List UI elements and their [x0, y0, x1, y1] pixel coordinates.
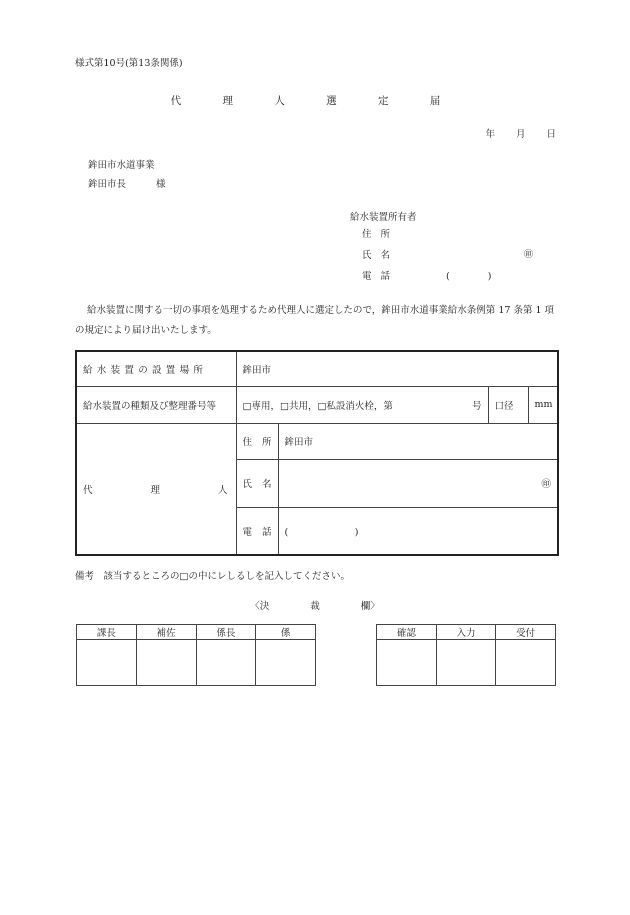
diameter-label: 口径	[488, 386, 528, 423]
water-supply-form-table	[75, 350, 559, 556]
addressee-organization: 鉾田市水道事業	[88, 160, 155, 171]
approval-header-subsection-chief: 係長	[196, 625, 256, 640]
type-number-suffix: 号	[471, 400, 482, 412]
approval-stamp-box[interactable]	[377, 640, 437, 686]
approval-header-input: 入力	[436, 625, 496, 640]
owner-address-label: 住 所	[362, 229, 391, 240]
approval-stamp-box[interactable]	[436, 640, 496, 686]
agent-name-label: 氏 名	[242, 479, 272, 490]
agent-phone-label: 電 話	[242, 526, 272, 538]
location-value[interactable]: 鉾田市	[236, 351, 558, 386]
location-label: 給水装置の設置場所	[76, 351, 236, 386]
agent-phone-paren: ( )	[284, 526, 359, 538]
agent-seal-mark: ㊞	[541, 479, 552, 490]
agent-phone-label-cell	[236, 507, 278, 555]
approval-header-received: 受付	[496, 625, 556, 640]
approval-header-confirm: 確認	[377, 625, 437, 640]
addressee-title: 鉾田市長	[88, 179, 127, 190]
approval-heading: 〈決 裁 欄〉	[250, 601, 380, 612]
remarks-note: 備考 該当するところの□の中にレしるしを記入してください。	[75, 571, 350, 582]
agent-name-field[interactable]	[278, 459, 558, 507]
approval-table-right	[376, 624, 556, 686]
agent-name-label-cell	[236, 459, 278, 507]
agent-address-label: 住 所	[242, 437, 272, 448]
approval-header-assistant: 補佐	[136, 625, 196, 640]
agent-address-value[interactable]: 鉾田市	[278, 423, 558, 459]
type-label: 給水装置の種類及び整理番号等	[76, 386, 236, 423]
owner-name-label: 氏 名	[362, 250, 391, 261]
diameter-unit[interactable]: mm	[528, 386, 558, 423]
approval-stamp-box[interactable]	[136, 640, 196, 686]
approval-stamp-box[interactable]	[496, 640, 556, 686]
addressee-honorific: 様	[156, 179, 166, 190]
addressee-mayor	[88, 176, 166, 190]
approval-table-left	[76, 624, 316, 686]
agent-phone-field[interactable]	[278, 507, 558, 555]
document-title: 代 理 人 選 定 届	[170, 95, 460, 107]
agent-label-cell	[76, 423, 236, 555]
approval-stamp-box[interactable]	[77, 640, 137, 686]
agent-address-label-cell	[236, 423, 278, 459]
approval-header-staff: 係	[256, 625, 316, 640]
type-options: □専用，□共用，□私設消火栓，第	[242, 400, 393, 412]
declaration-text: 給水装置に関する一切の事項を処理するため代理人に選定したので，鉾田市水道事業給水条例第 17 条第 1 項の規定により届け出いたします。	[75, 305, 555, 336]
date-line: 年 月 日	[485, 129, 556, 140]
owner-phone-label: 電 話	[362, 271, 391, 282]
owner-seal-mark: ㊞	[524, 250, 534, 260]
owner-heading: 給水装置所有者	[350, 212, 417, 223]
approval-stamp-box[interactable]	[196, 640, 256, 686]
form-number-label: 様式第10号(第13条関係)	[75, 58, 183, 69]
owner-phone-paren: ( )	[446, 271, 492, 282]
agent-label: 代 理 人	[83, 484, 228, 496]
approval-header-section-chief: 課長	[77, 625, 137, 640]
type-options-cell[interactable]	[236, 386, 488, 423]
approval-stamp-box[interactable]	[256, 640, 316, 686]
